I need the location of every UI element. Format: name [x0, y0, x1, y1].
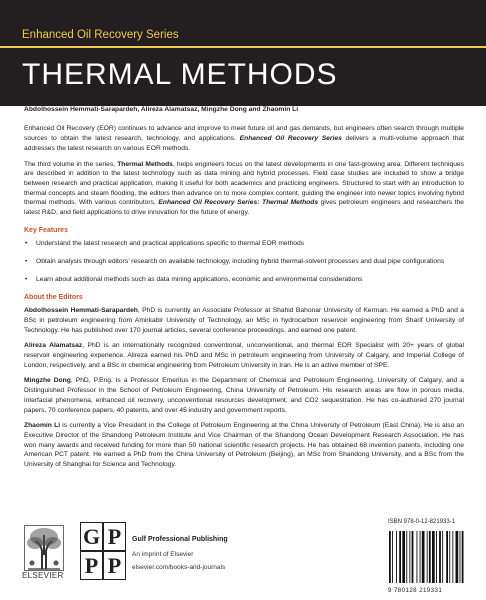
about-editors-heading: About the Editors: [24, 293, 83, 301]
list-item: • Learn about additional methods such as data mining applications, economic and environmental considerations: [25, 275, 363, 283]
intro-paragraph: Enhanced Oil Recovery (EOR) continues to advance and improve to meet future oil and gas demands, but engineers often search through multiple sources to obtain the latest research, technology, and applications. Enhanced Oil Recovery Series delivers a multi-volume approach that addresses the latest research on various EOR methods.: [24, 125, 464, 152]
description-paragraph: The third volume in the series, Thermal Methods, helps engineers focus on the latest developments in one fast-growing area. Different techniques are described in addition to the latest technology such as data mining and hybrid processes. Field case studies are included to show a bridge between research and practical application, making it useful for both academics and practicing engineers. Structured to start with an introduction to thermal concepts and steam flooding, the editors then advance on to more complex content, guiding the engineer into newer topics involving hybrid thermal methods. With various contributors, Enhanced Oil Recovery Series: Thermal Methods gives petroleum engineers and researchers the latest R&D, and field applications to drive innovation for the future of energy.: [24, 160, 464, 217]
gp-logo-letter: P: [107, 553, 122, 578]
bullet-icon: •: [25, 275, 28, 283]
publisher-name: Gulf Professional Publishing: [132, 536, 228, 543]
key-features-list: [24, 239, 464, 284]
bullet-icon: •: [25, 258, 28, 266]
gold-divider: [0, 46, 486, 48]
gp-logo-letter: P: [84, 553, 99, 578]
elsevier-tree-icon: [24, 525, 64, 571]
editor-bio: Mingzhe Dong, PhD, P.Eng. is a Professor Emeritus in the Department of Chemical and Petroleum Engineering, University of Calgary, and a Distinguished Professor in the School of Petroleum Engineering, China University of Petroleum. His research areas are flow in porous media, interfacial phenomena, enhanced oil recovery, unconventional resources development, and CO2 sequestration. He has co-authored 270 journal papers, 70 conference papers, 40 patents, and over 45 industry and government reports.: [24, 377, 464, 414]
barcode-digits: 9 780128 219331: [388, 587, 443, 594]
gp-logo-letter: G: [82, 524, 101, 549]
imprint-line: An imprint of Elsevier: [132, 551, 194, 558]
gp-logo-letter: P: [107, 524, 122, 549]
gp-logo-divider: [81, 550, 125, 552]
isbn-number: ISBN 978-0-12-821933-1: [388, 519, 456, 525]
list-item: • Understand the latest research and practical applications specific to thermal EOR methods: [25, 240, 305, 248]
barcode-icon: [386, 529, 478, 585]
editor-bio: Alireza Alamatsaz, PhD is an internationally recognized conventional, unconventional, and thermal EOR Specialist with 20+ years of global reservoir engineering experience. Alireza earned his PhD and MSc in petroleum engineering from University of Calgary, and Imperial College of London, respectively, and a BSc in chemical engineering from Petroleum University in Iran. He is an active member of SPE.: [24, 342, 465, 369]
series-name: Enhanced Oil Recovery Series: [22, 29, 179, 41]
gulf-professional-publishing-logo: [80, 522, 126, 580]
editor-bio: Zhaomin Li is currently a Vice President in the College of Petroleum Engineering at the China University of Petroleum (East China). He is also an Executive Director of the Shandong Petroleum Institute and Vice Chairman of the Shandong Ocean Development Research Association. He has won many awards and received funding for more than 50 national scientific research projects. He has obtained 68 invention patents, including one American PCT patent. He earned a PhD from the China University of Petroleum (Beijing), an MSc from Shandong University, and a BSc from the University of Shanghai for Science and Technology.: [24, 422, 464, 469]
editors-list: Abdolhossein Hemmati-Sarapardeh, Alireza Alamatsaz, Mingzhe Dong and Zhaomin Li: [24, 105, 299, 113]
book-title: THERMAL METHODS: [22, 58, 338, 91]
bullet-icon: •: [25, 240, 28, 248]
editor-bio: Abdolhossein Hemmati-Sarapardeh, PhD is currently an Associate Professor at Shahid Bahonar University of Kerman. He earned a PhD and a BSc in petroleum engineering from Amirkabir University of Technology, an MSc in hydrocarbon reservoir engineering from Sharif University of Technology. He has published over 170 journal articles, several conference proceedings, and earned one patent.: [24, 307, 464, 334]
publisher-website-link[interactable]: elsevier.com/books-and-journals: [132, 564, 226, 571]
elsevier-wordmark: ELSEVIER: [22, 571, 64, 580]
key-features-heading: Key Features: [24, 226, 68, 234]
edited-by-label: Edited by: [24, 96, 52, 103]
cover-text: [24, 95, 464, 476]
list-item: • Obtain analysis through editors’ research on available technology, including hybrid thermal-solvent processes and dual pipe configurations: [25, 258, 445, 266]
